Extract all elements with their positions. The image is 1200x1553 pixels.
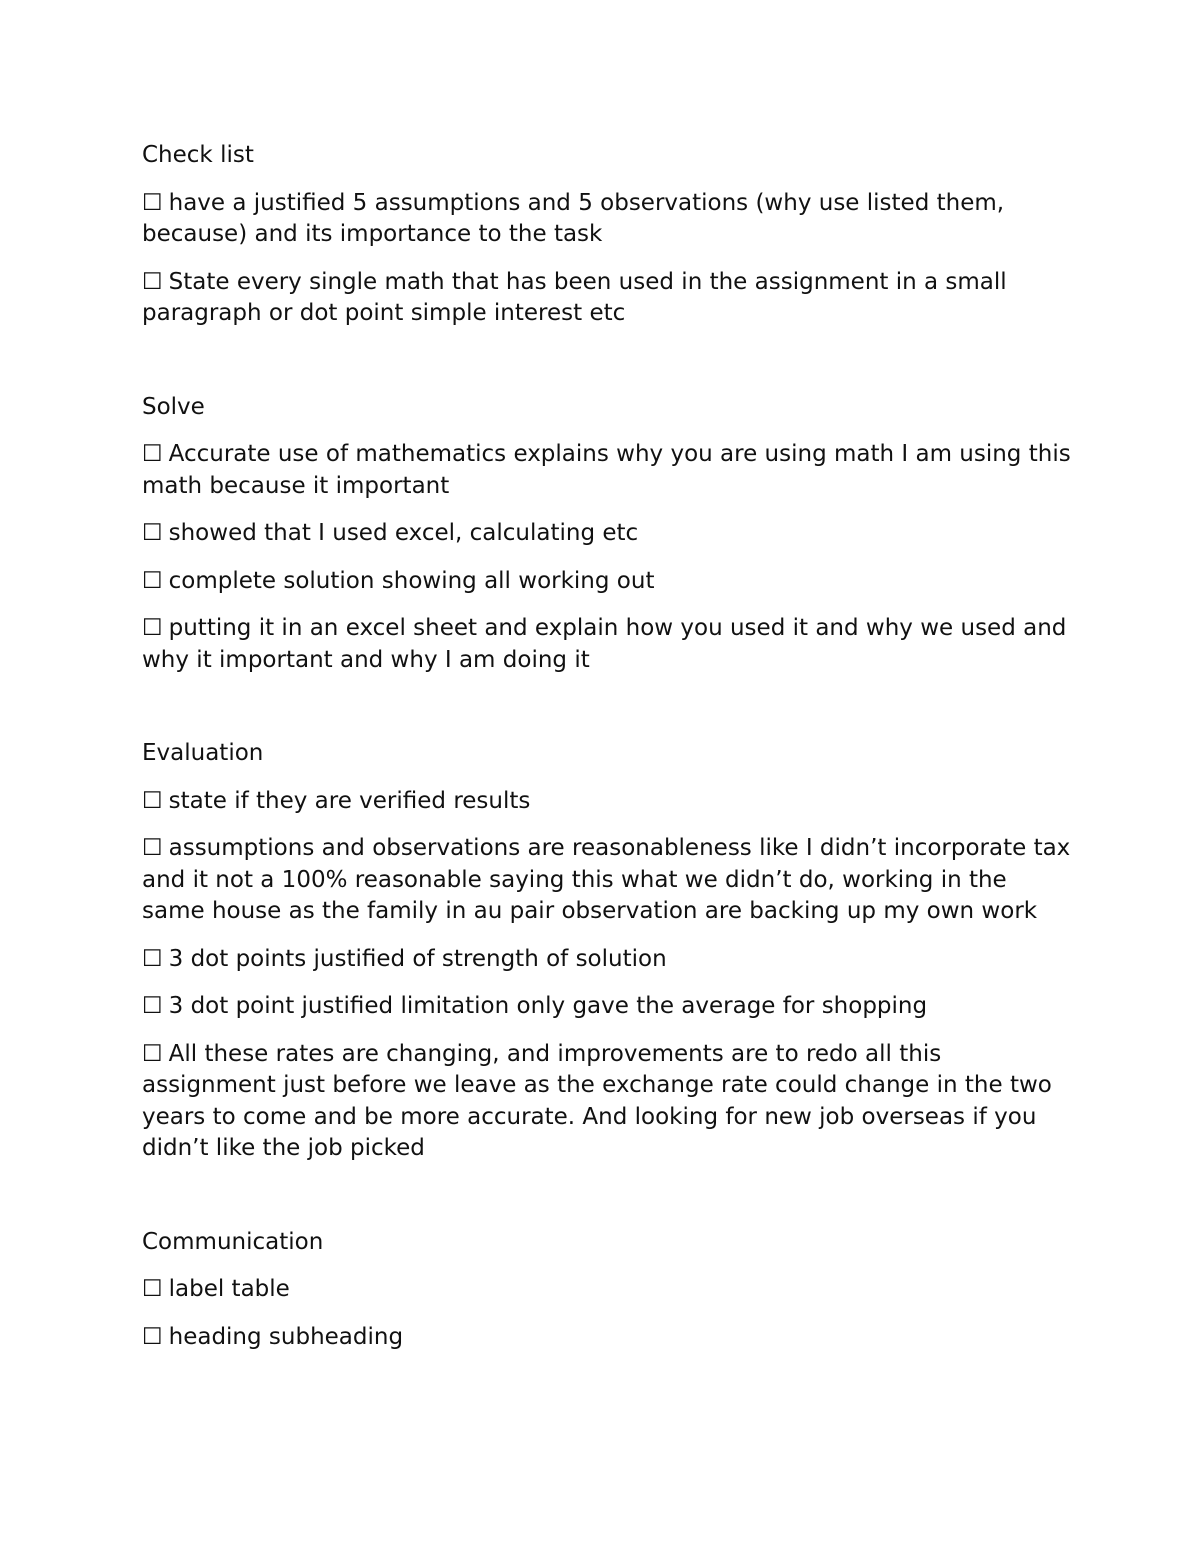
checkbox-icon: ☐ xyxy=(142,189,163,216)
checkbox-icon: ☐ xyxy=(142,787,163,814)
section-spacer xyxy=(142,1181,1072,1227)
section-spacer xyxy=(142,346,1072,392)
checklist-item-text: Accurate use of mathematics explains why you are using math I am using this math because it important xyxy=(142,441,1071,499)
checklist-item-text: state if they are verified results xyxy=(168,787,531,814)
checklist-item xyxy=(142,566,1072,598)
checklist-item-text: State every single math that has been used in the assignment in a small paragraph or dot point simple interest etc xyxy=(142,268,1007,326)
checklist-item-text: have a justified 5 assumptions and 5 observations (why use listed them, because) and its importance to the task xyxy=(142,189,1005,247)
checkbox-icon: ☐ xyxy=(142,1276,163,1302)
checklist-item xyxy=(142,267,1072,330)
section-heading-solve: Solve xyxy=(142,393,205,420)
checkbox-icon: ☐ xyxy=(142,268,163,295)
section-heading-check-list: Check list xyxy=(142,142,254,168)
checklist-item xyxy=(142,833,1072,928)
checklist-item-text: All these rates are changing, and improvements are to redo all this assignment just before we leave as the exchange rate could change in the two years to come and be more accurate. And looking for new job overseas if you didn’t like the job picked xyxy=(142,1040,1052,1161)
checkbox-icon: ☐ xyxy=(142,615,163,641)
checklist-item xyxy=(142,991,1072,1023)
section-heading-communication: Communication xyxy=(142,1228,324,1255)
checkbox-icon: ☐ xyxy=(142,945,163,972)
checklist-item xyxy=(142,944,1072,976)
checklist-item-text: showed that I used excel, calculating etc xyxy=(168,520,639,546)
checklist-item-text: assumptions and observations are reasonableness like I didn’t incorporate tax and it not a 100% reasonable saying this what we didn’t do, working in the same house as the family in au pair observation are backing up my own work xyxy=(142,835,1071,924)
checklist-item-text: 3 dot points justified of strength of solution xyxy=(168,945,667,972)
checklist-item xyxy=(142,786,1072,818)
checklist-item xyxy=(142,439,1072,502)
checkbox-icon: ☐ xyxy=(142,1040,163,1067)
checklist-item-text: complete solution showing all working out xyxy=(168,567,655,594)
checklist-item xyxy=(142,1274,1072,1306)
section-spacer xyxy=(142,692,1072,738)
checkbox-icon: ☐ xyxy=(142,441,163,467)
checkbox-icon: ☐ xyxy=(142,520,163,546)
checklist-item xyxy=(142,1322,1072,1354)
document-page xyxy=(142,140,1072,1369)
checklist-item xyxy=(142,518,1072,550)
section-heading-evaluation: Evaluation xyxy=(142,740,264,766)
checklist-item-text: heading subheading xyxy=(168,1323,404,1350)
checkbox-icon: ☐ xyxy=(142,567,163,594)
checklist-item-text: 3 dot point justified limitation only gave the average for shopping xyxy=(168,993,928,1019)
checklist-item xyxy=(142,188,1072,251)
checklist-item-text: label table xyxy=(168,1276,290,1302)
checklist-item xyxy=(142,1039,1072,1165)
checkbox-icon: ☐ xyxy=(142,1323,163,1350)
checklist-item-text: putting it in an excel sheet and explain how you used it and why we used and why it important and why I am doing it xyxy=(142,615,1067,673)
checkbox-icon: ☐ xyxy=(142,835,163,861)
checkbox-icon: ☐ xyxy=(142,993,163,1019)
checklist-item xyxy=(142,613,1072,676)
